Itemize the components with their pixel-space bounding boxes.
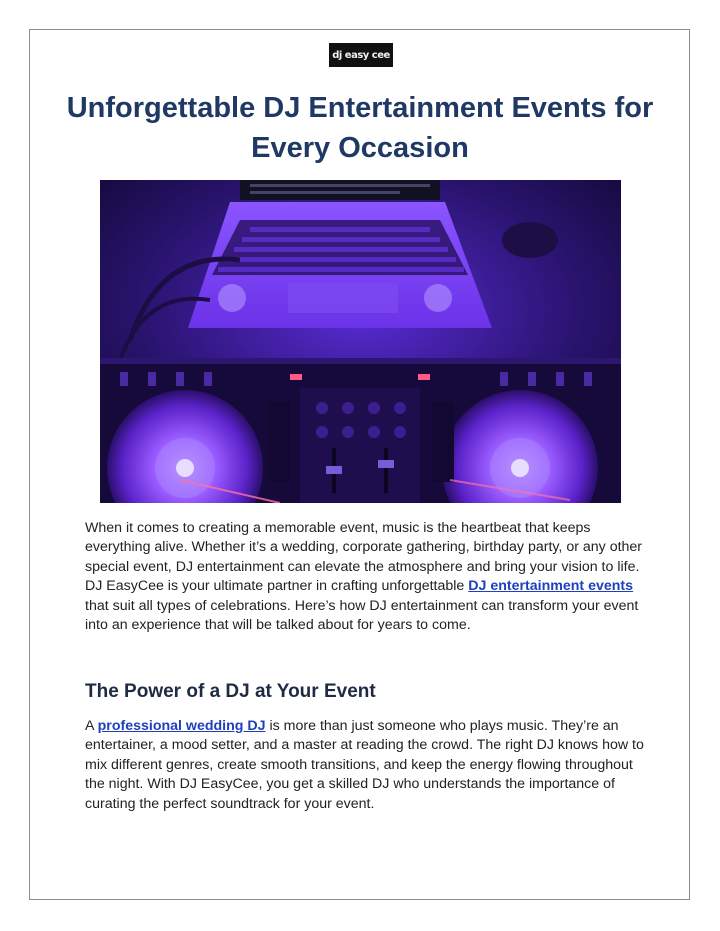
section-paragraph xyxy=(85,717,645,814)
dj-entertainment-events-link[interactable]: DJ entertainment events xyxy=(468,578,634,595)
section-text-before: A xyxy=(85,718,98,734)
section-heading: The Power of a DJ at Your Event xyxy=(85,681,376,702)
hero-image xyxy=(100,180,621,503)
page-title: Unforgettable DJ Entertainment Events for Every Occasion xyxy=(66,92,654,164)
intro-text-after: that suit all types of celebrations. Here’s how DJ entertainment can transform your event into an experience that will be talked about for years to come. xyxy=(85,597,639,634)
intro-text-before: When it comes to creating a memorable event, music is the heartbeat that keeps everything alive. Whether it’s a wedding, corporate gathering, birthday party, or any other special event, DJ entertainment can elevate the atmosphere and bring your vision to life. DJ EasyCee is your ultimate partner in crafting unforgettable xyxy=(85,520,643,595)
professional-wedding-dj-link[interactable]: professional wedding DJ xyxy=(97,718,266,734)
dj-controller-laptop-icon xyxy=(100,180,621,503)
intro-paragraph xyxy=(85,519,645,635)
brand-logo xyxy=(329,43,393,67)
logo-text: dj easy cee xyxy=(332,49,390,61)
section-text-after: is more than just someone who plays music. They’re an entertainer, a mood setter, and a master at reading the crowd. The right DJ knows how to mix different genres, create smooth transitions, and keep the energy flowing throughout the night. With DJ EasyCee, you get a skilled DJ who understands the importance of curating the perfect soundtrack for your event. xyxy=(85,718,644,812)
